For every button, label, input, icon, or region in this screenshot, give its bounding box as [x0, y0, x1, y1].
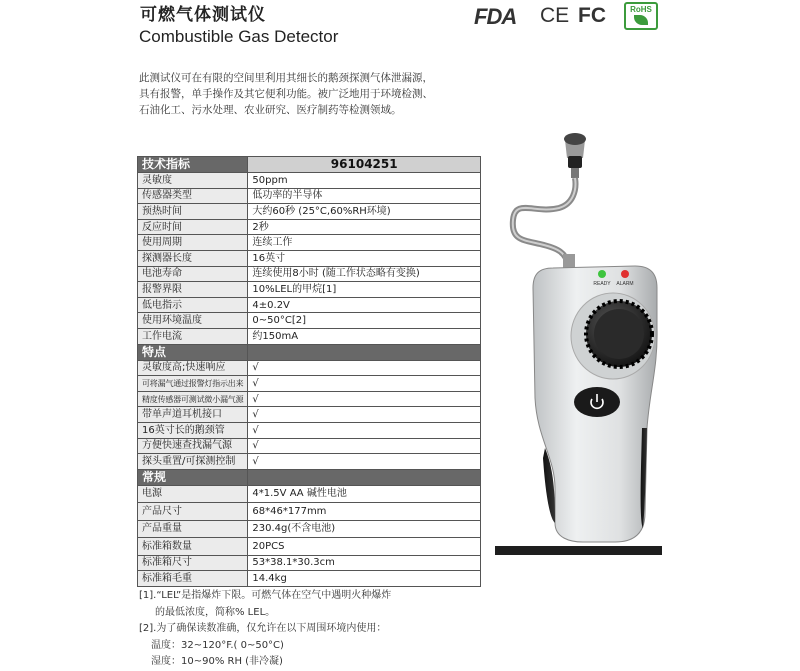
spec-value: 0~50°C[2]	[248, 313, 481, 329]
table-row	[138, 188, 481, 204]
spec-key: 报警界限	[138, 282, 248, 298]
table-row	[138, 313, 481, 329]
spec-table	[137, 156, 481, 587]
spec-value: 50ppm	[248, 173, 481, 189]
footnote-2: [2].为了确保读数准确，仅允许在以下周围环境内使用：	[139, 623, 387, 634]
footnotes	[139, 588, 391, 671]
alarm-label: ALARM	[616, 281, 634, 287]
general-value: 53*38.1*30.3cm	[248, 555, 481, 571]
spec-key: 预热时间	[138, 204, 248, 220]
table-row	[138, 407, 481, 423]
general-value: 230.4g(不含电池)	[248, 520, 481, 538]
general-key: 标准箱毛重	[138, 571, 248, 587]
certification-logos	[474, 4, 669, 32]
table-row	[138, 297, 481, 313]
section-label: 常规	[138, 469, 248, 485]
intro-paragraph: 此测试仪可在有限的空间里利用其细长的鹅颈探测气体泄漏源，具有报警，单手操作及其它便利功能。被广泛地用于环境检测、石油化工、污水处理、农业研究、医疗制药等检测领域。	[139, 72, 433, 116]
feature-key: 16英寸长的鹅颈管	[138, 422, 248, 438]
table-row	[138, 571, 481, 587]
spec-key: 工作电流	[138, 328, 248, 344]
table-row	[138, 503, 481, 521]
table-row	[138, 250, 481, 266]
feature-key: 带单声道耳机接口	[138, 407, 248, 423]
general-value: 4*1.5V AA 碱性电池	[248, 485, 481, 503]
spec-value: 低功率的半导体	[248, 188, 481, 204]
table-row	[138, 520, 481, 538]
table-row	[138, 204, 481, 220]
spec-key: 灵敏度	[138, 173, 248, 189]
ce-logo: CE	[540, 4, 570, 27]
table-row	[138, 422, 481, 438]
product-base-bar	[495, 546, 662, 555]
table-row	[138, 328, 481, 344]
title-english: Combustible Gas Detector	[139, 27, 339, 46]
spec-key: 低电指示	[138, 297, 248, 313]
check-mark: √	[248, 454, 481, 470]
spec-key: 电池寿命	[138, 266, 248, 282]
features-section-header	[138, 344, 481, 360]
general-value: 68*46*177mm	[248, 503, 481, 521]
general-section-header	[138, 469, 481, 485]
leaf-icon	[634, 15, 648, 25]
general-key: 电源	[138, 485, 248, 503]
table-row	[138, 376, 481, 392]
table-row	[138, 360, 481, 376]
power-button	[574, 387, 620, 417]
feature-key: 可将漏气通过报警灯指示出来	[138, 376, 248, 392]
check-mark: √	[248, 407, 481, 423]
sensitivity-knob	[571, 293, 655, 379]
spec-value: 大约60秒 (25°C,60%RH环境)	[248, 204, 481, 220]
fda-logo: FDA	[474, 4, 517, 29]
model-number: 96104251	[248, 157, 481, 173]
table-row	[138, 438, 481, 454]
table-row	[138, 391, 481, 407]
spec-header-row	[138, 157, 481, 173]
spec-header-label: 技术指标	[138, 157, 248, 173]
general-key: 标准箱数量	[138, 538, 248, 556]
table-row	[138, 282, 481, 298]
spec-key: 使用周期	[138, 235, 248, 251]
spec-value: 连续使用8小时 (随工作状态略有变换)	[248, 266, 481, 282]
spec-value: 10%LEL的甲烷[1]	[248, 282, 481, 298]
spec-value: 16英寸	[248, 250, 481, 266]
general-key: 产品重量	[138, 520, 248, 538]
sensor-probe-tip	[564, 133, 586, 178]
feature-key: 灵敏度高;快速响应	[138, 360, 248, 376]
footnote-2-temp: 温度：32~120°F.( 0~50°C)	[151, 639, 284, 651]
check-mark: √	[248, 360, 481, 376]
footnote-1-cont: 的最低浓度，简称% LEL。	[155, 606, 276, 618]
check-mark: √	[248, 422, 481, 438]
check-mark: √	[248, 438, 481, 454]
ready-label: READY	[593, 281, 611, 287]
table-row	[138, 219, 481, 235]
general-key: 产品尺寸	[138, 503, 248, 521]
spec-value: 约150mA	[248, 328, 481, 344]
spec-value: 4±0.2V	[248, 297, 481, 313]
footnote-1: [1].“LEL”是指爆炸下限。可燃气体在空气中遇明火种爆炸	[139, 590, 392, 601]
spec-key: 探测器长度	[138, 250, 248, 266]
alarm-led	[621, 270, 629, 278]
table-row	[138, 538, 481, 556]
check-mark: √	[248, 391, 481, 407]
gas-detector-image	[495, 128, 665, 558]
check-mark: √	[248, 376, 481, 392]
spec-value: 2秒	[248, 219, 481, 235]
spec-key: 反应时间	[138, 219, 248, 235]
table-row	[138, 454, 481, 470]
title-chinese: 可燃气体测试仪	[140, 5, 266, 25]
feature-key: 方便快速查找漏气源	[138, 438, 248, 454]
general-value: 20PCS	[248, 538, 481, 556]
fc-logo: FC	[578, 4, 606, 27]
rohs-logo: RoHS	[624, 2, 658, 30]
feature-key: 精度传感器可测试微小漏气源	[138, 391, 248, 407]
section-label: 特点	[138, 344, 248, 360]
table-row	[138, 485, 481, 503]
ready-led	[598, 270, 606, 278]
general-key: 标准箱尺寸	[138, 555, 248, 571]
spec-value: 连续工作	[248, 235, 481, 251]
table-row	[138, 173, 481, 189]
general-value: 14.4kg	[248, 571, 481, 587]
table-row	[138, 266, 481, 282]
feature-key: 探头重置/可探测控制	[138, 454, 248, 470]
table-row	[138, 555, 481, 571]
spec-key: 使用环境温度	[138, 313, 248, 329]
spec-key: 传感器类型	[138, 188, 248, 204]
table-row	[138, 235, 481, 251]
footnote-2-humidity: 湿度：10~90% RH (非冷凝)	[151, 656, 283, 667]
